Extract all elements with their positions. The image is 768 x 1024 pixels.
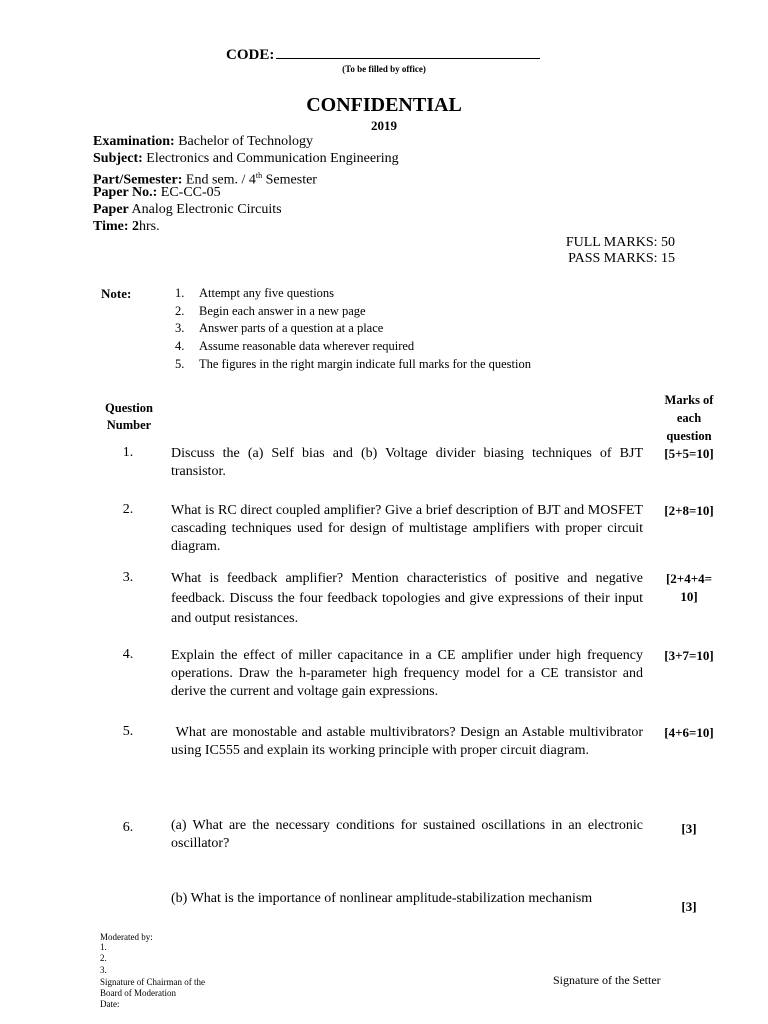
chairman-signature-line2: Board of Moderation	[100, 988, 176, 998]
moderator-1: 1.	[100, 942, 107, 952]
moderator-2: 2.	[100, 953, 107, 963]
paper-number-line: Paper No.: EC-CC-05	[93, 185, 221, 200]
question-number: 3.	[122, 570, 134, 585]
question-number: 6.	[122, 820, 134, 835]
question-marks: [2+8=10]	[664, 503, 714, 518]
chairman-signature-line1: Signature of Chairman of the	[100, 977, 205, 987]
question-number-header: Question Number	[105, 401, 153, 432]
page-title: CONFIDENTIAL	[306, 94, 462, 116]
code-line	[226, 44, 540, 64]
question-number: 5.	[122, 724, 134, 739]
question-number: 4.	[122, 647, 134, 662]
question-number: 2.	[122, 502, 134, 517]
note-item: 2. Begin each answer in a new page	[175, 303, 366, 318]
question-marks: [3]	[681, 899, 697, 914]
question-marks: [3]	[681, 821, 697, 836]
subject-line: Subject: Electronics and Communication Engineering	[93, 151, 399, 166]
part-semester-line: Part/Semester: End sem. / 4th Semester	[93, 171, 317, 188]
question-text: What is feedback amplifier? Mention characteristics of positive and negative feedback. Discuss the four feedback topologies and give expressions of their input and output resistances.	[171, 571, 643, 626]
pass-marks: PASS MARKS: 15	[568, 251, 675, 266]
office-note: (To be filled by office)	[342, 64, 426, 74]
note-item: 3. Answer parts of a question at a place	[175, 321, 384, 336]
note-item: 5. The figures in the right margin indicate full marks for the question	[175, 356, 531, 371]
full-marks: FULL MARKS: 50	[565, 235, 675, 250]
question-text: What are monostable and astable multivibrators? Design an Astable multivibrator using IC555 and explain its working principle with proper circuit diagram.	[171, 725, 647, 758]
question-text: What is RC direct coupled amplifier? Give a brief description of BJT and MOSFET cascading techniques used for design of multistage amplifiers with proper circuit diagram.	[171, 503, 643, 554]
question-marks: [3+7=10]	[664, 648, 714, 663]
question-text: Explain the effect of miller capacitance in a CE amplifier under high frequency operations. Draw the h-parameter high frequency model for a CE transistor and derive the current and voltage gain expressions.	[171, 648, 643, 699]
code-blank-line	[276, 44, 540, 59]
question-text: (a) What are the necessary conditions for sustained oscillations in an electronic oscillator?	[171, 818, 643, 851]
question-text: Discuss the (a) Self bias and (b) Voltage divider biasing techniques of BJT transistor.	[171, 446, 643, 479]
marks-header: Marks of each question	[664, 393, 714, 443]
date-label: Date:	[100, 999, 120, 1009]
examination-line: Examination: Bachelor of Technology	[93, 134, 314, 149]
time-line: Time: 2hrs.	[93, 219, 160, 234]
exam-year: 2019	[371, 118, 397, 133]
paper-name-line: Paper Analog Electronic Circuits	[93, 202, 282, 217]
note-item: 1. Attempt any five questions	[175, 286, 335, 300]
moderated-by-label: Moderated by:	[100, 932, 153, 942]
code-label: CODE:	[226, 47, 275, 63]
question-marks: [4+6=10]	[664, 725, 714, 740]
question-marks: [2+4+4= 10]	[665, 571, 713, 604]
question-number: 1.	[122, 445, 134, 460]
setter-signature: Signature of the Setter	[553, 973, 661, 987]
question-marks: [5+5=10]	[664, 446, 714, 461]
note-item: 4. Assume reasonable data wherever required	[175, 339, 415, 354]
moderator-3: 3.	[100, 965, 107, 975]
note-list	[175, 285, 531, 374]
question-text: (b) What is the importance of nonlinear amplitude-stabilization mechanism	[171, 891, 593, 906]
note-label: Note:	[101, 286, 132, 301]
